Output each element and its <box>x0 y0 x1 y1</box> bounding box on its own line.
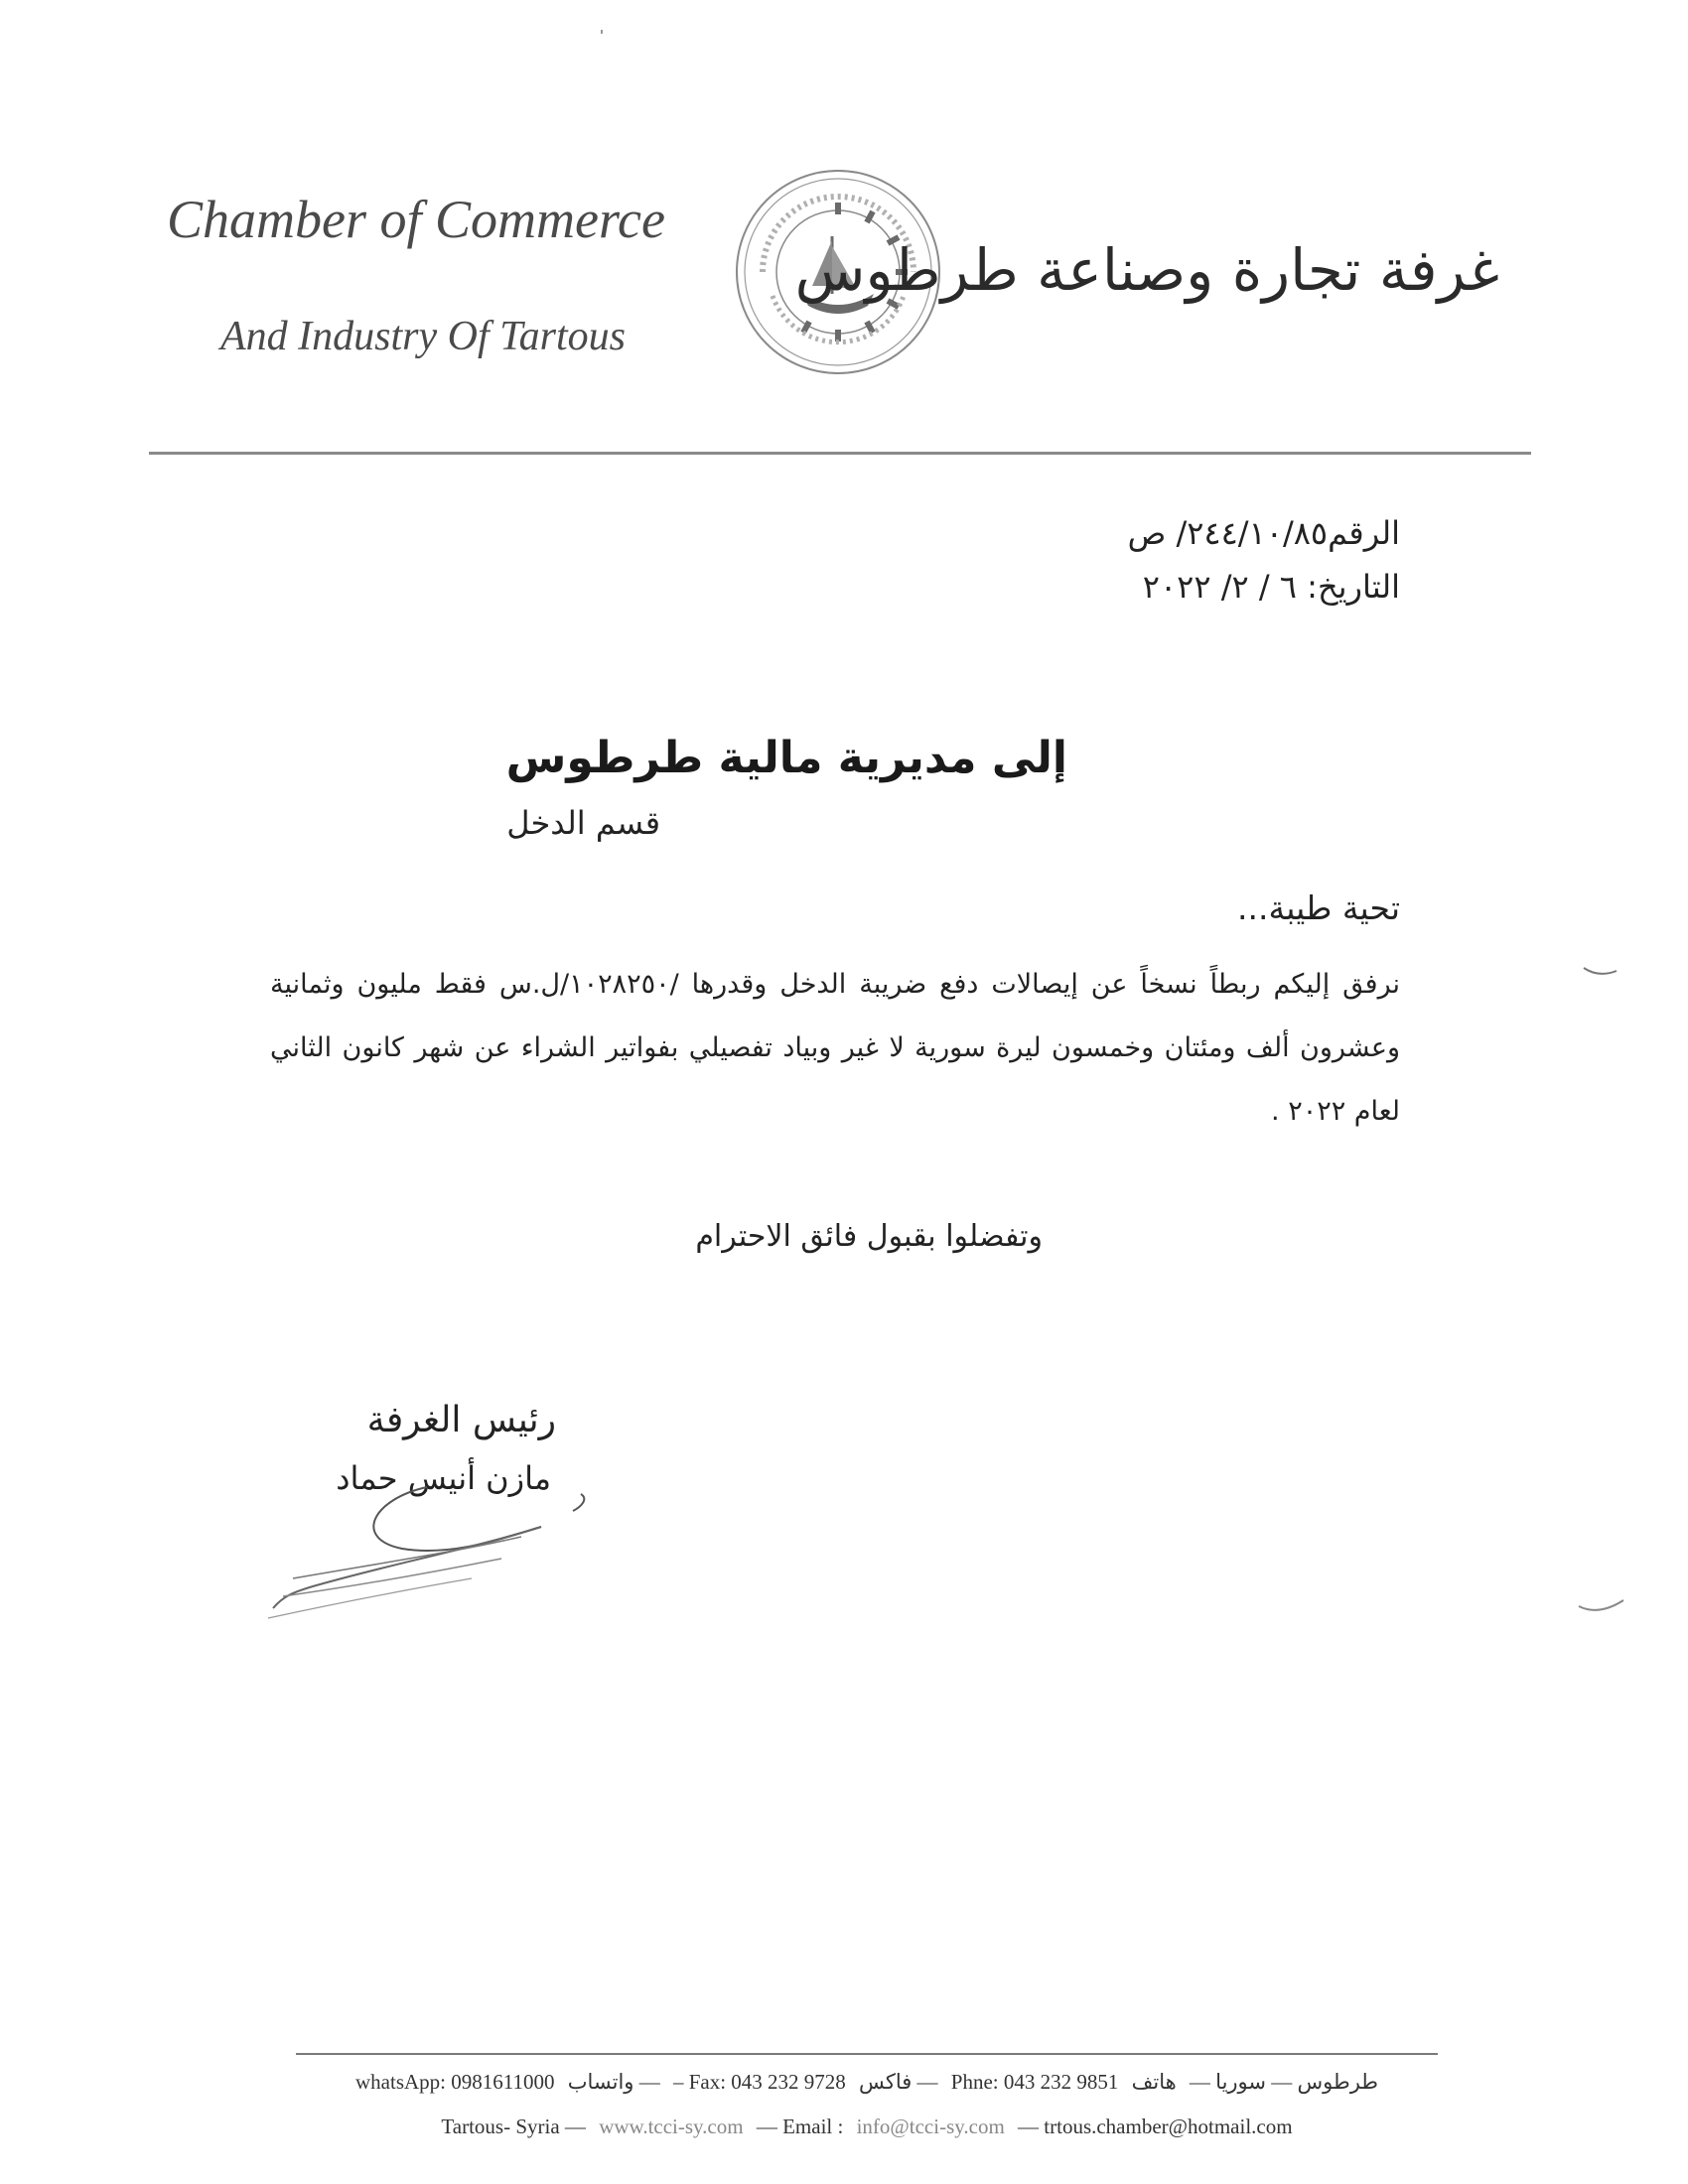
reference-number: الرقم٢٤٤/١٠/٨٥/ ص <box>1127 514 1400 552</box>
footer-address: طرطوس — سوريا — <box>1189 2070 1378 2094</box>
letter-body-paragraph: نرفق إليكم ربطاً نسخاً عن إيصالات دفع ضريبة الدخل وقدرها /١٠٢٨٢٥٠/ل.س فقط مليون وثمانية وعشرون ألف ومئتان وخمسون ليرة سورية لا غير وبياد تفصيلي بفواتير الشراء عن شهر كانون الثاني لعام ٢٠٢٢ . <box>270 969 1400 1127</box>
greeting: تحية طيبة... <box>1237 888 1400 927</box>
handwritten-signature <box>253 1469 611 1628</box>
english-title-line2: And Industry Of Tartous <box>220 314 627 359</box>
english-title-line1: Chamber of Commerce <box>167 190 665 249</box>
footer-phone-label: هاتف <box>1131 2070 1177 2094</box>
footer-whatsapp-label: — واتساب <box>567 2070 660 2094</box>
footer-email-label: — Email : <box>756 2115 844 2138</box>
closing-line: وتفضلوا بقبول فائق الاحترام <box>695 1219 1043 1254</box>
footer-city: Tartous- Syria — <box>441 2115 586 2138</box>
footer-phone: Phne: 043 232 9851 <box>950 2070 1119 2094</box>
footer-fax: – Fax: 043 232 9728 <box>672 2070 846 2094</box>
footer-fax-label: — فاكس <box>859 2070 938 2094</box>
recipient-department: قسم الدخل <box>506 804 660 842</box>
footer-contact-line <box>296 2070 1438 2095</box>
footer-whatsapp: whatsApp: 0981611000 <box>355 2070 555 2094</box>
footer-website-link[interactable]: www.tcci-sy.com <box>599 2115 744 2138</box>
signer-title: رئيس الغرفة <box>366 1400 556 1440</box>
header-divider <box>149 452 1531 455</box>
recipient-heading: إلى مديرية مالية طرطوس <box>505 733 1067 783</box>
arabic-chamber-name: غرفة تجارة وصناعة طرطوس <box>794 236 1499 304</box>
footer-web-line <box>296 2115 1438 2139</box>
footer-divider <box>296 2053 1438 2055</box>
footer-email2-link[interactable]: — trtous.chamber@hotmail.com <box>1018 2115 1293 2138</box>
footer-email-link[interactable]: info@tcci-sy.com <box>856 2115 1005 2138</box>
reference-date: التاريخ: ٦ / ٢/ ٢٠٢٢ <box>1142 568 1400 606</box>
signer-name: مازن أنيس حماد <box>336 1459 551 1497</box>
